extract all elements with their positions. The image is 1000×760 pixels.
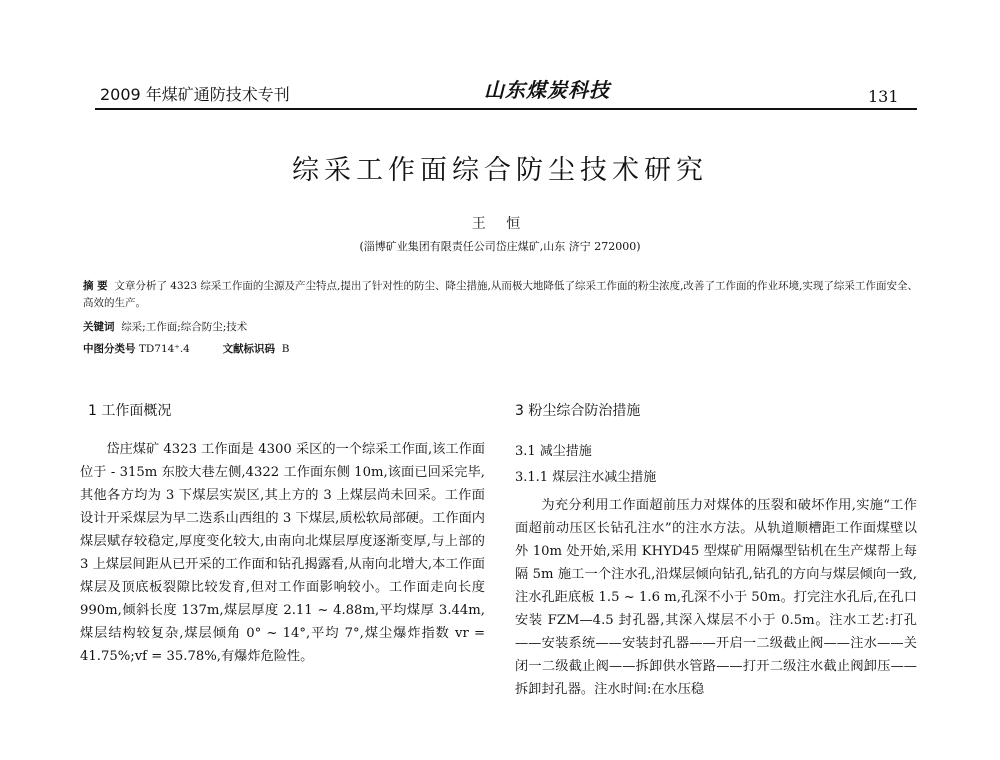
keywords <box>83 319 247 334</box>
right-column <box>515 494 917 701</box>
abstract <box>83 278 918 312</box>
section-1-heading: 1 工作面概况 <box>88 403 172 419</box>
keywords-label: 关键词 <box>83 321 115 333</box>
doc-code-label: 文献标识码 <box>222 343 276 355</box>
section-3-paragraph: 为充分利用工作面超前压力对煤体的压裂和破坏作用,实施“工作面超前动压区长钻孔注水”的注水方法。从轨道顺槽距工作面煤壁以外 10m 处开始,采用 KHYD45 型煤矿用隔爆型钻机在生产煤帮上每隔 5m 施工一个注水孔,沿煤层倾向钻孔,钻孔的方向与煤层倾向一致,注水孔距底板 1.5 ~ 1.6 m,孔深不小于 50m。打完注水孔后,在孔口安装 FZM—4.5 封孔器,其深入煤层不小于 0.5m。注水工艺:打孔——安装系统——安装封孔器——开启一二级截止阀——注水——关闭一二级截止阀——拆卸供水管路——打开二级注水截止阀卸压——拆卸封孔器。注水时间:在水压稳 <box>515 498 917 697</box>
section-3-heading: 3 粉尘综合防治措施 <box>515 403 641 419</box>
author: 王 恒 <box>471 216 529 232</box>
doc-code: B <box>281 343 290 355</box>
section-3-1-heading: 3.1 减尘措施 <box>515 444 592 459</box>
page-number: 131 <box>868 87 899 106</box>
abstract-text: 文章分析了 4323 综采工作面的尘源及产尘特点,提出了针对性的防尘、降尘措施,从而极大地降低了综采工作面的粉尘浓度,改善了工作面的作业环境,实现了综采工作面安全、高效的生产。 <box>83 280 919 309</box>
article-title: 综采工作面综合防尘技术研究 <box>292 155 708 186</box>
left-column <box>80 438 485 668</box>
classification <box>83 341 289 356</box>
journal-logo: 山东煤炭科技 <box>484 78 610 102</box>
section-1-paragraph: 岱庄煤矿 4323 工作面是 4300 采区的一个综采工作面,该工作面位于 - 315m 东胶大巷左侧,4322 工作面东侧 10m,该面已回采完毕,其他各方均为 3 下煤层实炭区,其上方的 3 上煤层尚未回采。工作面设计开采煤层为早二迭系山西组的 3 下煤层,质松软局部硬。工作面内煤层赋存较稳定,厚度变化较大,由南向北煤层厚度逐渐变厚,与上部的 3 上煤层间距从已开采的工作面和钻孔揭露看,从南向北增大,本工作面煤层及顶底板裂隙比较发育,但对工作面影响较小。工作面走向长度 990m,倾斜长度 137m,煤层厚度 2.11 ~ 4.88m,平均煤厚 3.44m,煤层结构较复杂,煤层倾角 0° ~ 14°,平均 7°,煤尘爆炸指数 vr = 41.75%;vf = 35.78%,有爆炸危险性。 <box>80 442 485 664</box>
affiliation: (淄博矿业集团有限责任公司岱庄煤矿,山东 济宁 272000) <box>359 240 641 253</box>
clc-code: TD714⁺.4 <box>138 343 190 355</box>
section-3-1-1-heading: 3.1.1 煤层注水减尘措施 <box>515 470 657 485</box>
keywords-text: 综采;工作面;综合防尘;技术 <box>121 321 248 333</box>
journal-name: 2009 年煤矿通防技术专刊 <box>100 85 290 104</box>
abstract-label: 摘 要 <box>83 280 108 292</box>
header-rule <box>95 108 917 110</box>
clc-label: 中图分类号 <box>83 343 136 355</box>
